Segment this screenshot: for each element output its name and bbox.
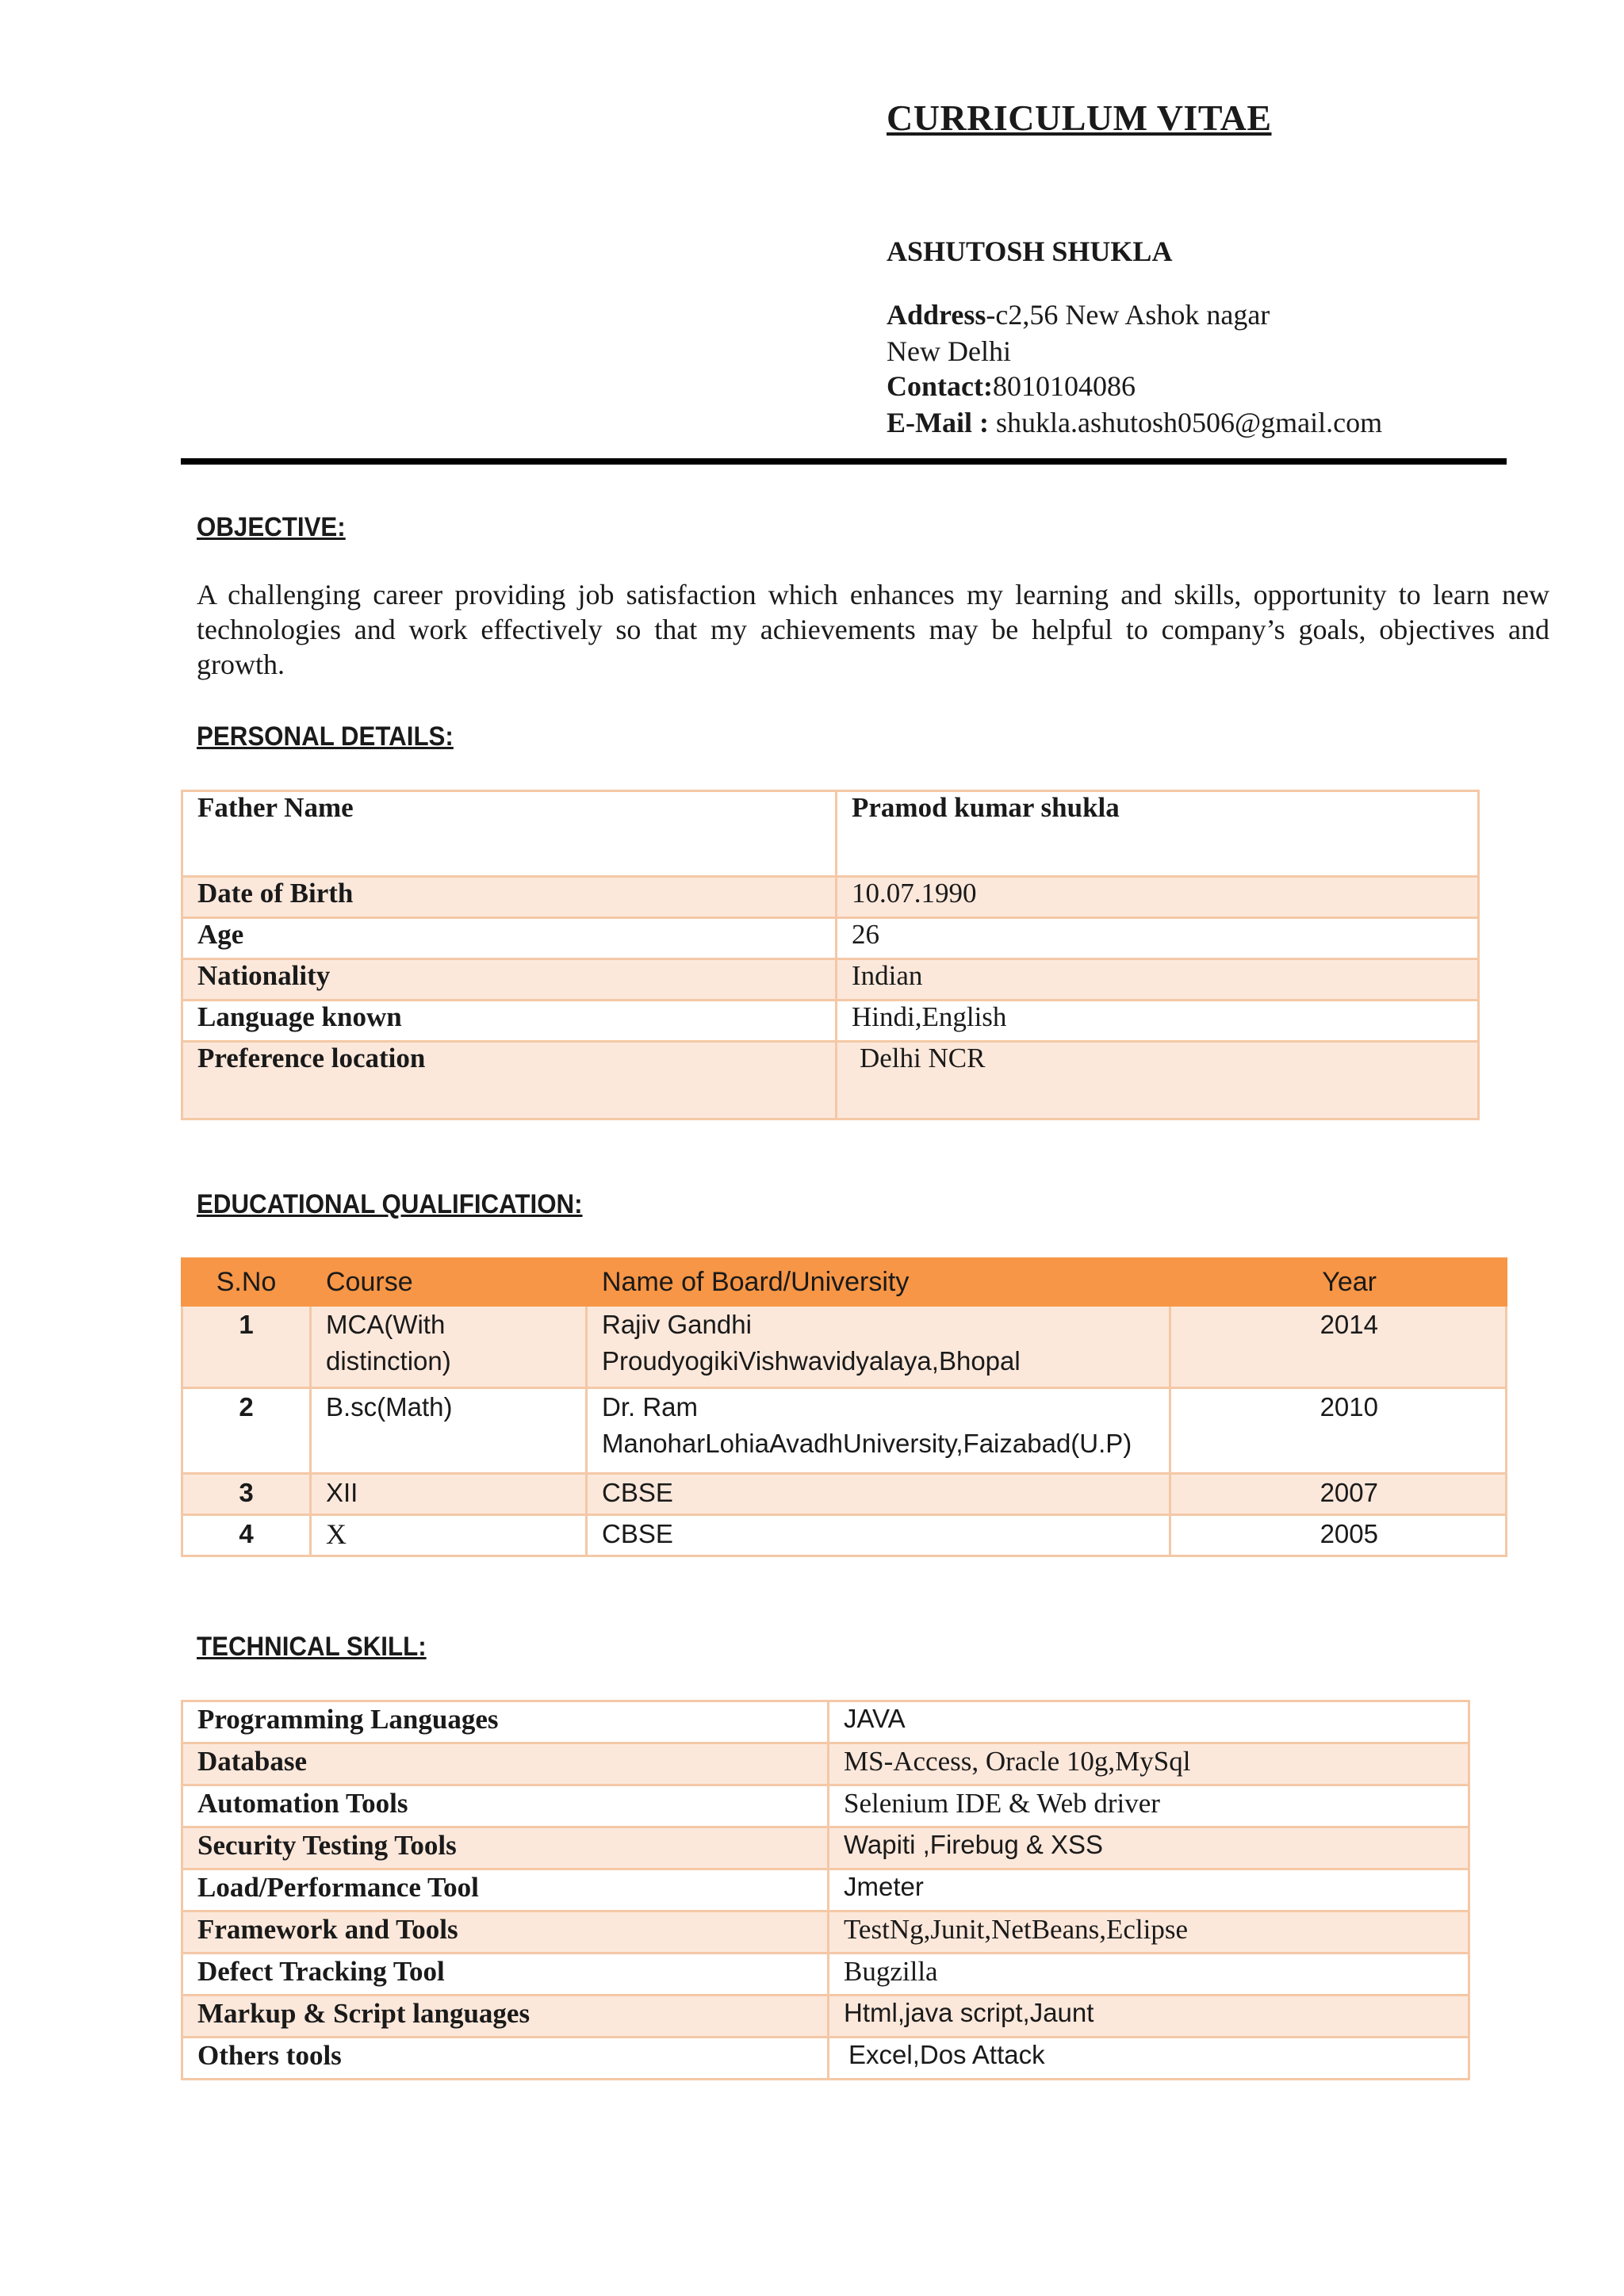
personal-label: Date of Birth bbox=[182, 877, 837, 918]
table-row bbox=[182, 1954, 1469, 1996]
skill-label: Framework and Tools bbox=[182, 1911, 829, 1954]
table-row bbox=[182, 1388, 1507, 1474]
address-line-1 bbox=[887, 298, 1270, 331]
contact-label: Contact: bbox=[887, 370, 993, 402]
table-row bbox=[182, 1306, 1507, 1388]
edu-board: CBSE bbox=[587, 1474, 1170, 1515]
edu-year: 2007 bbox=[1170, 1474, 1507, 1515]
address-value: -c2,56 New Ashok nagar bbox=[986, 299, 1270, 331]
skill-value: Excel,Dos Attack bbox=[829, 2038, 1469, 2080]
edu-course: X bbox=[311, 1515, 587, 1556]
table-row bbox=[182, 1701, 1469, 1743]
edu-course: MCA(With distinction) bbox=[311, 1306, 587, 1388]
education-heading: EDUCATIONAL QUALIFICATION: bbox=[197, 1189, 583, 1219]
table-row bbox=[182, 1785, 1469, 1827]
personal-value: Pramod kumar shukla bbox=[837, 791, 1479, 877]
objective-text: A challenging career providing job satisfaction which enhances my learning and skills, opportunity to learn new technologies and work effectively so that my achievements may be helpful to company’s goals, objectives and growth. bbox=[197, 579, 1549, 680]
table-row bbox=[182, 1042, 1479, 1119]
table-row bbox=[182, 918, 1479, 959]
technical-skill-heading: TECHNICAL SKILL: bbox=[197, 1632, 427, 1662]
skill-label: Security Testing Tools bbox=[182, 1827, 829, 1869]
technical-skill-table bbox=[181, 1700, 1470, 2080]
header-divider bbox=[181, 458, 1507, 465]
personal-label: Language known bbox=[182, 1001, 837, 1042]
skill-label: Programming Languages bbox=[182, 1701, 829, 1743]
skill-value: MS-Access, Oracle 10g,MySql bbox=[829, 1743, 1469, 1785]
email-label: E-Mail : bbox=[887, 407, 989, 438]
skill-value: Bugzilla bbox=[829, 1954, 1469, 1996]
skill-value: Jmeter bbox=[829, 1869, 1469, 1911]
personal-value: Hindi,English bbox=[837, 1001, 1479, 1042]
personal-value: Delhi NCR bbox=[837, 1042, 1479, 1119]
personal-details-table bbox=[181, 790, 1480, 1120]
skill-label: Database bbox=[182, 1743, 829, 1785]
skill-value: Wapiti ,Firebug & XSS bbox=[829, 1827, 1469, 1869]
skill-value: JAVA bbox=[829, 1701, 1469, 1743]
table-row bbox=[182, 877, 1479, 918]
personal-value: 10.07.1990 bbox=[837, 877, 1479, 918]
table-row bbox=[182, 959, 1479, 1001]
personal-value: 26 bbox=[837, 918, 1479, 959]
edu-sno: 1 bbox=[182, 1306, 311, 1388]
personal-label: Father Name bbox=[182, 791, 837, 877]
edu-year: 2010 bbox=[1170, 1388, 1507, 1474]
table-row bbox=[182, 1001, 1479, 1042]
skill-label: Defect Tracking Tool bbox=[182, 1954, 829, 1996]
edu-board: CBSE bbox=[587, 1515, 1170, 1556]
skill-label: Automation Tools bbox=[182, 1785, 829, 1827]
table-row bbox=[182, 1827, 1469, 1869]
skill-value: TestNg,Junit,NetBeans,Eclipse bbox=[829, 1911, 1469, 1954]
edu-sno: 3 bbox=[182, 1474, 311, 1515]
skill-value: Selenium IDE & Web driver bbox=[829, 1785, 1469, 1827]
objective-heading: OBJECTIVE: bbox=[197, 512, 346, 542]
table-header-row bbox=[182, 1259, 1507, 1306]
address-line-2: New Delhi bbox=[887, 335, 1011, 367]
table-row bbox=[182, 1474, 1507, 1515]
column-header: Course bbox=[311, 1259, 587, 1306]
table-row bbox=[182, 1911, 1469, 1954]
edu-board: Dr. Ram ManoharLohiaAvadhUniversity,Faizabad(U.P) bbox=[587, 1388, 1170, 1474]
edu-year: 2014 bbox=[1170, 1306, 1507, 1388]
column-header: Name of Board/University bbox=[587, 1259, 1170, 1306]
email-value: shukla.ashutosh0506@gmail.com bbox=[988, 407, 1383, 438]
column-header: Year bbox=[1170, 1259, 1507, 1306]
skill-label: Load/Performance Tool bbox=[182, 1869, 829, 1911]
skill-value: Html,java script,Jaunt bbox=[829, 1996, 1469, 2038]
edu-course: XII bbox=[311, 1474, 587, 1515]
table-row bbox=[182, 1869, 1469, 1911]
table-row bbox=[182, 791, 1479, 877]
skill-label: Others tools bbox=[182, 2038, 829, 2080]
personal-label: Preference location bbox=[182, 1042, 837, 1119]
personal-label: Nationality bbox=[182, 959, 837, 1001]
edu-course: B.sc(Math) bbox=[311, 1388, 587, 1474]
personal-details-heading: PERSONAL DETAILS: bbox=[197, 721, 454, 752]
table-row bbox=[182, 1996, 1469, 2038]
table-row bbox=[182, 1743, 1469, 1785]
document-title: CURRICULUM VITAE bbox=[887, 98, 1272, 138]
contact-line bbox=[887, 369, 1136, 403]
email-line bbox=[887, 406, 1382, 439]
edu-sno: 2 bbox=[182, 1388, 311, 1474]
address-label: Address bbox=[887, 299, 986, 331]
contact-value: 8010104086 bbox=[992, 370, 1136, 402]
edu-year: 2005 bbox=[1170, 1515, 1507, 1556]
personal-value: Indian bbox=[837, 959, 1479, 1001]
column-header: S.No bbox=[182, 1259, 311, 1306]
skill-label: Markup & Script languages bbox=[182, 1996, 829, 2038]
candidate-name: ASHUTOSH SHUKLA bbox=[887, 235, 1173, 267]
edu-board: Rajiv Gandhi ProudyogikiVishwavidyalaya,Bhopal bbox=[587, 1306, 1170, 1388]
table-row bbox=[182, 1515, 1507, 1556]
education-table bbox=[181, 1257, 1507, 1557]
personal-label: Age bbox=[182, 918, 837, 959]
edu-sno: 4 bbox=[182, 1515, 311, 1556]
table-row bbox=[182, 2038, 1469, 2080]
